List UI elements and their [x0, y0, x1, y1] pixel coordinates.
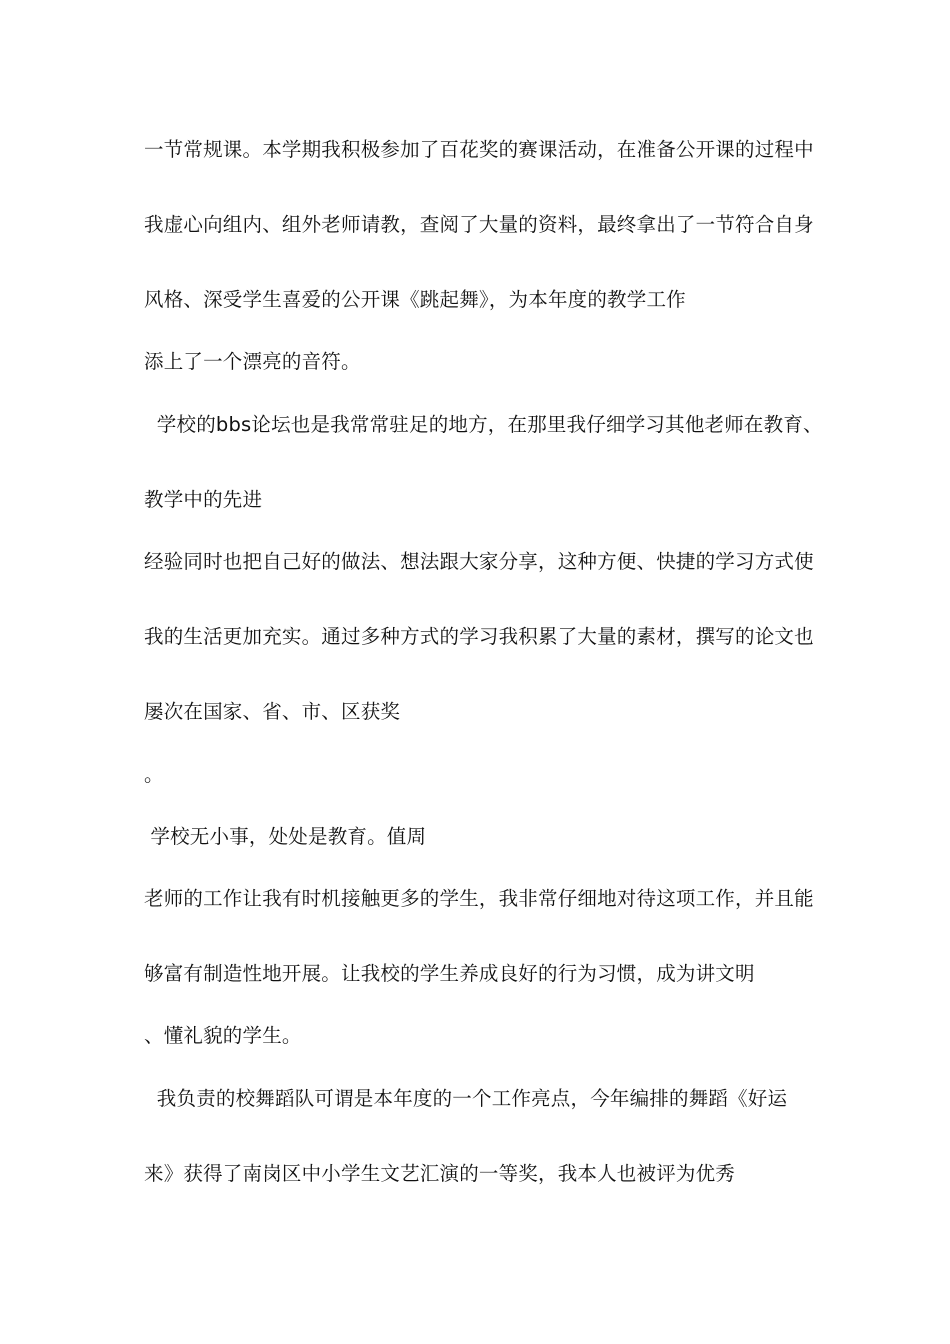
text-line: 经验同时也把自己好的做法、想法跟大家分享，这种方便、快捷的学习方式使 [144, 550, 814, 573]
text-line: 学校的bbs论坛也是我常常驻足的地方，在那里我仔细学习其他老师在教育、 [144, 413, 823, 436]
text-line: 。 [144, 763, 164, 786]
text-line: 教学中的先进 [144, 488, 263, 511]
text-line: 风格、深受学生喜爱的公开课《跳起舞》，为本年度的教学工作 [144, 288, 686, 311]
text-line: 我虚心向组内、组外老师请教，查阅了大量的资料，最终拿出了一节符合自身 [144, 213, 814, 236]
text-line: 够富有制造性地开展。让我校的学生养成良好的行为习惯，成为讲文明 [144, 962, 755, 985]
text-line: 、懂礼貌的学生。 [144, 1024, 302, 1047]
text-line: 屡次在国家、省、市、区获奖 [144, 700, 401, 723]
text-line: 学校无小事，处处是教育。值周 [144, 825, 427, 848]
text-line: 添上了一个漂亮的音符。 [144, 350, 361, 373]
text-line: 一节常规课。本学期我积极参加了百花奖的赛课活动，在准备公开课的过程中 [144, 138, 814, 161]
text-line: 我负责的校舞蹈队可谓是本年度的一个工作亮点，今年编排的舞蹈《好运 [144, 1087, 788, 1110]
text-line: 来》获得了南岗区中小学生文艺汇演的一等奖，我本人也被评为优秀 [144, 1162, 736, 1185]
text-line: 我的生活更加充实。通过多种方式的学习我积累了大量的素材，撰写的论文也 [144, 625, 814, 648]
text-line: 老师的工作让我有时机接触更多的学生，我非常仔细地对待这项工作，并且能 [144, 887, 814, 910]
